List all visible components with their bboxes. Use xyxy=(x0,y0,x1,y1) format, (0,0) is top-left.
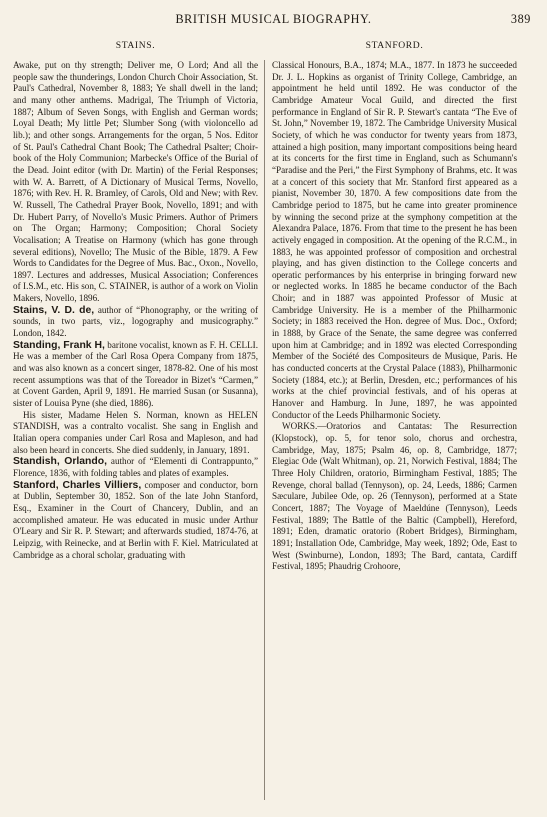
entry-name: Stains, V. D. de, xyxy=(13,304,95,316)
entry-name: Stanford, Charles Villiers, xyxy=(13,479,142,491)
standing-sister-paragraph: His sister, Madame Helen S. Norman, known as HELEN STANDISH, was a contralto vocalist. She sang in English and Italian opera companies under Carl Rosa and Mapleson, and had also been heard in concerts. She died suddenly, in January, 1891. xyxy=(13,409,258,455)
stanford-biography-paragraph: Classical Honours, B.A., 1874; M.A., 1877. In 1873 he succeeded Dr. J. L. Hopkins as organist of Trinity College, Cambridge, an appointment he held until 1892. He was conductor of the Cambridge Amateur Vocal Guild, and directed the first performance in England of Sir R. P. Stewart's cantata “The Eve of St. John,” November 19, 1872. The Cambridge University Musical Society, of which he was conductor for twenty years from 1873, attained a high position, many important compositions being heard at its concerts for the first time in England, such as Schumann's “Paradise and the Peri,” the First Symphony of Brahms, etc. It was at a concert of this society that Mr. Stanford first appeared as a pianist, November 30, 1870. A few compositions date from the Cambridge period to 1875, but he came into greater prominence by winning the second prize at the symphony competition at the Alexandra Palace, 1876. From that time to the present he has been actively engaged in composition. At the opening of the R.C.M., in 1883, he was appointed professor of composition and orchestral playing, and has given distinction to the College concerts and operatic performances by his enterprise in bringing forward new or neglected works. In 1885 he became conductor of the Bach Choir; and in 1887 was appointed Professor of Music at Cambridge University. He is a member of the Philharmonic Society; in 1883 received the Hon. degree of Mus. Doc., Oxford; in 1888, by Grace of the Senate, the same degree was conferred upon him at Cambridge; and in 1892 was elected Corresponding Member of the Société des Compositeurs de Musique, Paris. He has conducted concerts at the Crystal Palace (1883), Philharmonic Society (1884, etc.); at Berlin, Dresden, etc.; performances of his works at the chief provincial festivals, and of his operas at Hanover and Hamburg. In June, 1897, he was appointed Conductor of the Leeds Philharmonic Society. xyxy=(272,60,517,420)
left-column-heading: STAINS. xyxy=(115,40,156,51)
right-column xyxy=(272,60,517,573)
column-divider xyxy=(264,60,265,800)
entry-stanford xyxy=(13,480,258,562)
stainer-works-paragraph: Awake, put on thy strength; Deliver me, O Lord; And all the people saw the thunderings, London Church Choir Association, St. Paul's Cathedral, November 8, 1883; Ye shall dwell in the land; and many other anthems. Madrigal, The Triumph of Victoria, 1887; Album of Seven Songs, with English and German words; Loyal Death; My little Pet; Slumber Song (with violoncello ad lib.); and other songs. Arrangements for the organ, 5 Nos. Editor of St. Paul's Cathedral Chant Book; The Cathedral Psalter; Choir-book of the Holy Communion; Marbecke's Office of the Burial of the Dead. Joint editor (with Dr. Martin) of the Ferial Responses; with W. A. Barrett, of A Dictionary of Musical Terms, Novello, 1876; with Rev. H. R. Bramley, of Carols, Old and New; with Rev. W. Russell, The Cathedral Prayer Book, Novello, 1891; and with Dr. Hubert Parry, of Novello's Music Primers. Author of Primers on The Organ; Harmony; Composition; Choral Society Vocalisation; A Treatise on Harmony (which has gone through several editions), Novello; The Music of the Bible, 1879. A Few Words to Candidates for the Degree of Mus. Bac., Oxon., Novello, 1897. Lectures and addresses, Musical Association; Conferences of I.S.M., etc. His son, C. STAINER, is author of a work on Violin Makers, Novello, 1896. xyxy=(13,60,258,304)
entry-name: Standish, Orlando, xyxy=(13,456,107,468)
entry-text: author of “Elementi di Contrappunto,” Florence, 1836, with folding tables and plates of examples. xyxy=(13,456,259,478)
left-column xyxy=(13,60,258,561)
entry-name: Standing, Frank H, xyxy=(13,339,105,351)
stanford-works-paragraph: WORKS.—Oratorios and Cantatas: The Resurrection (Klopstock), op. 5, for tenor solo, chorus and orchestra, Cambridge, May, 1875; Psalm 46, op. 8, Cambridge, 1877; Elegiac Ode (Walt Whitman), op. 21, Norwich Festival, 1884; The Three Holy Children, oratorio, Birmingham Festival, 1885; The Revenge, choral ballad (Tennyson), op. 24, Leeds, 1886; Carmen Sæculare, Jubilee Ode, op. 26 (Tennyson), performed at a State Concert, 1887; The Voyage of Maeldúne (Tennyson), Leeds Festival, 1889; The Battle of the Baltic (Campbell), Hereford, 1891; Eden, dramatic oratorio (Robert Bridges), Birmingham, 1891; Installation Ode, Cambridge, May week, 1892; Ode, East to West (Swinburne), London, 1893; The Bard, cantata, Cardiff Festival, 1895; Phaudrig Crohoore, xyxy=(272,421,517,572)
entry-stains xyxy=(13,305,258,340)
entry-text: author of “Phonography, or the writing of sounds, in two parts, viz., logography and musicography.” London, 1842. xyxy=(13,304,258,339)
entry-text: composer and conductor, born at Dublin, September 30, 1852. Son of the late John Stanford, Esq., Examiner in the Court of Chancery, Dublin, and an accomplished amateur. He was educated in music under Arthur O'Leary and Sir R. P. Stewart; and afterwards studied, 1874-76, at Leipzig, with Reinecke, and at Berlin with F. Kiel. Matriculated at Cambridge as a choral scholar, graduating with xyxy=(13,479,258,560)
entry-text: baritone vocalist, known as F. H. CELLI. He was a member of the Carl Rosa Opera Company from 1875, and was also known as a concert singer, 1878-82. One of his most recent assumptions was that of the Toreador in Bizet's “Carmen,” at Covent Garden, April 9, 1891. He married Susan (or Susanna), sister of Louisa Pyne (she died, 1886). xyxy=(13,339,259,409)
running-title: BRITISH MUSICAL BIOGRAPHY. xyxy=(175,12,372,26)
page-number: 389 xyxy=(510,12,531,26)
right-column-heading: STANFORD. xyxy=(365,40,424,51)
entry-standing xyxy=(13,340,258,410)
entry-standish xyxy=(13,456,258,479)
running-header xyxy=(0,8,547,30)
